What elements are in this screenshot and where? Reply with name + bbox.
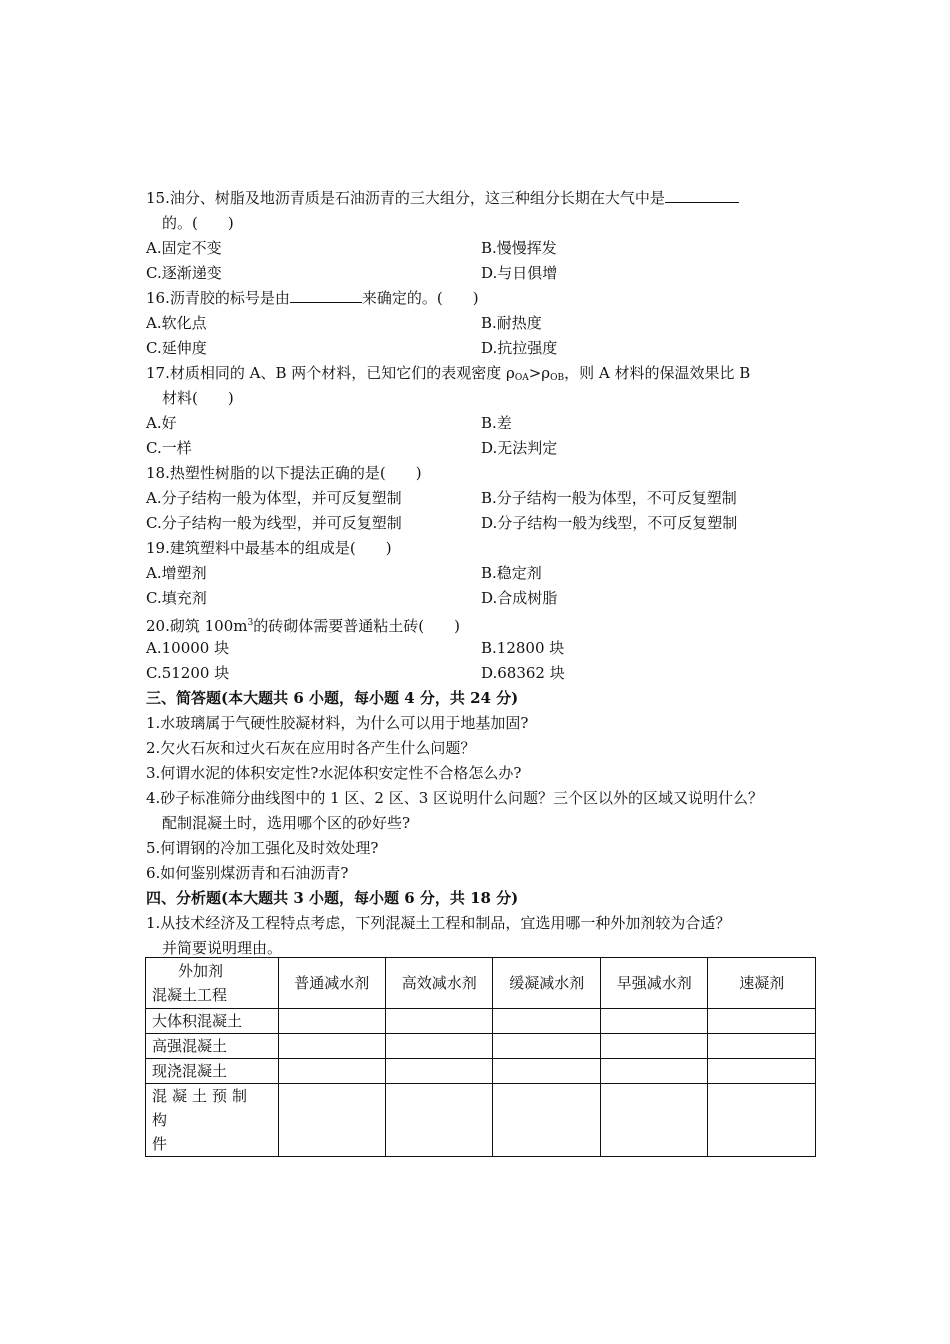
- q20-options-row1: [146, 636, 816, 661]
- answer-cell[interactable]: [278, 1084, 385, 1157]
- q20-text: 20.砌筑 100m: [146, 617, 248, 635]
- table-row: [146, 1059, 816, 1084]
- q17-stem: [146, 361, 816, 386]
- table-row: [146, 1009, 816, 1034]
- q18-options-row1: [146, 486, 816, 511]
- answer-cell[interactable]: [708, 1009, 816, 1034]
- answer-blank[interactable]: [665, 186, 739, 203]
- q17-text-post: ，则 A 材料的保温效果比 B: [564, 364, 751, 382]
- q15-paren: ): [227, 214, 234, 232]
- q15-options-row2: [146, 261, 816, 286]
- column-header: 早强减水剂: [600, 958, 707, 1009]
- q16-stem: [146, 286, 816, 311]
- q17-paren: ): [227, 389, 234, 407]
- q19-stem: [146, 536, 816, 561]
- answer-cell[interactable]: [493, 1084, 600, 1157]
- q18-option-a[interactable]: A.分子结构一般为体型，并可反复塑制: [146, 489, 402, 507]
- s3-question-4-cont: 配制混凝土时，选用哪个区的砂好些?: [162, 814, 411, 832]
- q15-text: 15.油分、树脂及地沥青质是石油沥青的三大组分，这三种组分长期在大气中是: [146, 189, 665, 207]
- answer-cell[interactable]: [708, 1034, 816, 1059]
- q20-option-b[interactable]: B.12800 块: [481, 639, 565, 657]
- row-label: 大体积混凝土: [146, 1009, 279, 1034]
- column-header: 速凝剂: [708, 958, 816, 1009]
- s4-question-1: 1.从技术经济及工程特点考虑，下列混凝土工程和制品，宜选用哪一种外加剂较为合适？: [146, 914, 731, 932]
- s3-question-1: 1.水玻璃属于气硬性胶凝材料，为什么可以用于地基加固?: [146, 714, 529, 732]
- q19-paren: ): [385, 539, 392, 557]
- s4-question-1-cont: 并简要说明理由。: [162, 939, 283, 957]
- q17-stem-cont: [146, 386, 816, 411]
- q16-option-a[interactable]: A.软化点: [146, 314, 207, 332]
- q19-option-d[interactable]: D.合成树脂: [481, 589, 558, 607]
- section3-heading: 三、简答题(本大题共 6 小题，每小题 4 分，共 24 分): [146, 689, 519, 707]
- answer-cell[interactable]: [278, 1059, 385, 1084]
- q18-text: 18.热塑性树脂的以下提法正确的是(: [146, 464, 386, 482]
- answer-cell[interactable]: [600, 1009, 707, 1034]
- q16-text-post: 来确定的。(: [361, 289, 443, 307]
- table-header-row: [146, 958, 816, 1009]
- answer-cell[interactable]: [600, 1059, 707, 1084]
- column-header: 普通减水剂: [278, 958, 385, 1009]
- q15-option-a[interactable]: A.固定不变: [146, 239, 222, 257]
- q16-option-b[interactable]: B.耐热度: [481, 314, 542, 332]
- answer-cell[interactable]: [385, 1009, 492, 1034]
- row-label: [146, 1084, 279, 1157]
- row-label: 高强混凝土: [146, 1034, 279, 1059]
- q20-option-d[interactable]: D.68362 块: [481, 664, 565, 682]
- q17-option-d[interactable]: D.无法判定: [481, 439, 558, 457]
- q17-text-cont: 材料(: [162, 389, 198, 407]
- q15-stem-cont: [146, 211, 816, 236]
- q19-option-c[interactable]: C.填充剂: [146, 589, 207, 607]
- s3-question-2: 2.欠火石灰和过火石灰在应用时各产生什么问题？: [146, 739, 476, 757]
- table-corner-cell: [146, 958, 279, 1009]
- answer-cell[interactable]: [493, 1034, 600, 1059]
- answer-cell[interactable]: [385, 1084, 492, 1157]
- answer-cell[interactable]: [600, 1084, 707, 1157]
- q17-option-c[interactable]: C.一样: [146, 439, 192, 457]
- density-subscript: OA: [514, 373, 529, 383]
- answer-cell[interactable]: [493, 1009, 600, 1034]
- q18-option-d[interactable]: D.分子结构一般为线型，不可反复塑制: [481, 514, 738, 532]
- q15-text-cont: 的。(: [162, 214, 198, 232]
- q15-stem: [146, 186, 816, 211]
- answer-cell[interactable]: [600, 1034, 707, 1059]
- q18-stem: [146, 461, 816, 486]
- q17-option-a[interactable]: A.好: [146, 414, 177, 432]
- q16-options-row1: [146, 311, 816, 336]
- q19-options-row1: [146, 561, 816, 586]
- column-header: 缓凝减水剂: [493, 958, 600, 1009]
- q17-options-row1: [146, 411, 816, 436]
- cubic-superscript: 3: [247, 618, 254, 628]
- q16-option-d[interactable]: D.抗拉强度: [481, 339, 558, 357]
- q18-option-b[interactable]: B.分子结构一般为体型，不可反复塑制: [481, 489, 737, 507]
- exam-page: [146, 186, 816, 961]
- q20-option-c[interactable]: C.51200 块: [146, 664, 230, 682]
- q16-option-c[interactable]: C.延伸度: [146, 339, 207, 357]
- q19-option-a[interactable]: A.增塑剂: [146, 564, 207, 582]
- table-row: [146, 1084, 816, 1157]
- answer-cell[interactable]: [708, 1084, 816, 1157]
- row-label: 现浇混凝土: [146, 1059, 279, 1084]
- q20-stem: [146, 611, 816, 636]
- q17-text-mid: >ρ: [528, 364, 551, 382]
- q19-text: 19.建筑塑料中最基本的组成是(: [146, 539, 356, 557]
- q18-option-c[interactable]: C.分子结构一般为线型，并可反复塑制: [146, 514, 402, 532]
- admixture-table: [145, 957, 816, 1157]
- corner-bottom-label: 混凝土工程: [152, 986, 228, 1004]
- s3-question-3: 3.何谓水泥的体积安定性?水泥体积安定性不合格怎么办?: [146, 764, 522, 782]
- q16-text: 16.沥青胶的标号是由: [146, 289, 290, 307]
- q20-option-a[interactable]: A.10000 块: [146, 639, 230, 657]
- q17-option-b[interactable]: B.差: [481, 414, 512, 432]
- q19-options-row2: [146, 586, 816, 611]
- answer-cell[interactable]: [278, 1009, 385, 1034]
- answer-cell[interactable]: [385, 1034, 492, 1059]
- answer-cell[interactable]: [708, 1059, 816, 1084]
- q16-paren: ): [472, 289, 479, 307]
- q16-options-row2: [146, 336, 816, 361]
- s3-question-4: 4.砂子标准筛分曲线图中的 1 区、2 区、3 区说明什么问题？三个区以外的区域又说明什么？: [146, 789, 764, 807]
- q19-option-b[interactable]: B.稳定剂: [481, 564, 542, 582]
- q17-text: 17.材质相同的 A、B 两个材料，已知它们的表观密度 ρ: [146, 364, 515, 382]
- corner-top-label: 外加剂: [178, 962, 224, 980]
- s3-question-5: 5.何谓钢的冷加工强化及时效处理?: [146, 839, 379, 857]
- s3-question-6: 6.如何鉴别煤沥青和石油沥青?: [146, 864, 349, 882]
- answer-blank[interactable]: [290, 286, 362, 303]
- answer-cell[interactable]: [493, 1059, 600, 1084]
- q15-option-c[interactable]: C.逐渐递变: [146, 264, 222, 282]
- answer-cell[interactable]: [278, 1034, 385, 1059]
- q17-options-row2: [146, 436, 816, 461]
- q20-paren: ): [454, 617, 460, 635]
- row-label-line1: 混凝土预制构: [152, 1087, 253, 1129]
- q20-text-post: 的砖砌体需要普通粘土砖(: [253, 617, 425, 635]
- q18-options-row2: [146, 511, 816, 536]
- q20-options-row2: [146, 661, 816, 686]
- column-header: 高效减水剂: [385, 958, 492, 1009]
- row-label-line2: 件: [152, 1135, 168, 1153]
- answer-cell[interactable]: [385, 1059, 492, 1084]
- section4-heading: 四、分析题(本大题共 3 小题，每小题 6 分，共 18 分): [146, 889, 519, 907]
- density-subscript: OB: [550, 373, 565, 383]
- q15-option-b[interactable]: B.慢慢挥发: [481, 239, 557, 257]
- q18-paren: ): [415, 464, 422, 482]
- table-row: [146, 1034, 816, 1059]
- q15-option-d[interactable]: D.与日俱增: [481, 264, 558, 282]
- q15-options-row1: [146, 236, 816, 261]
